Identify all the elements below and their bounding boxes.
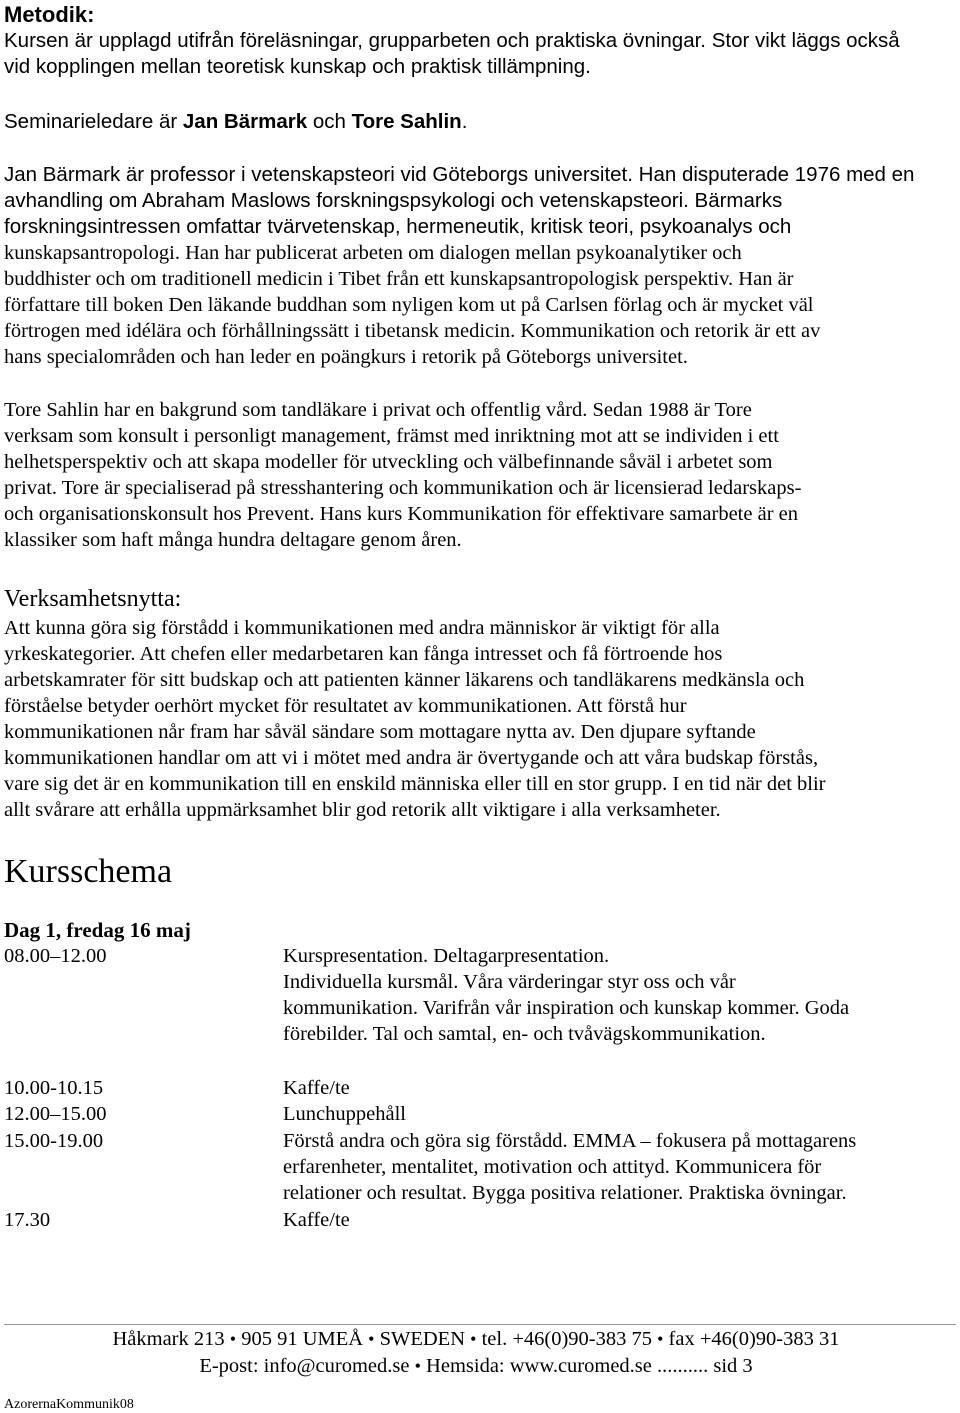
text-line: vid kopplingen mellan teoretisk kunskap och praktisk tillämpning. xyxy=(4,55,591,78)
schedule-time: 15.00-19.00 xyxy=(4,1130,104,1152)
leader-name: Jan Bärmark xyxy=(182,110,308,133)
barmark-bio-paragraph xyxy=(4,162,956,240)
schedule-time: 12.00–15.00 xyxy=(4,1103,107,1125)
metodik-intro-paragraph xyxy=(4,28,956,80)
sahlin-bio-paragraph xyxy=(4,397,956,553)
section-heading-metodik: Metodik: xyxy=(4,2,95,27)
text-line: förståelse betyder oerhört mycket för resultatet av kommunikationen. Att förstå hur xyxy=(4,695,687,717)
footer-phone: tel. +46(0)90-383 75 xyxy=(481,1328,652,1350)
text-line: Kaffe/te xyxy=(283,1209,350,1231)
text-line: Kaffe/te xyxy=(283,1077,350,1099)
bullet-separator: • xyxy=(368,1329,375,1349)
text-line: förtrogen med idélära och förhållningssätt i tibetansk medicin. Kommunikation och retorik är ett av xyxy=(4,320,821,342)
text-line: relationer och resultat. Bygga positiva relationer. Praktiska övningar. xyxy=(283,1182,847,1204)
text-line: erfarenheter, mentalitet, motivation och attityd. Kommunicera för xyxy=(283,1156,822,1178)
seminar-leaders-line xyxy=(4,109,956,135)
text-line: helhetsperspektiv och att skapa modeller för utveckling och välbefinnande såväl i arbetet som xyxy=(4,451,773,473)
text-line: kommunikation. Varifrån vår inspiration och kunskap kommer. Goda xyxy=(283,997,850,1019)
text-line: privat. Tore är specialiserad på stresshantering och kommunikation och är licensierad ledarskaps- xyxy=(4,477,802,499)
footer-divider xyxy=(4,1324,956,1325)
footer-web-line xyxy=(0,1353,952,1379)
text-line: och organisationskonsult hos Prevent. Hans kurs Kommunikation för effektivare samarbete är en xyxy=(4,503,798,525)
text-line: Att kunna göra sig förstådd i kommunikationen med andra människor är viktigt för alla xyxy=(4,617,720,639)
footer-fax: fax +46(0)90-383 31 xyxy=(668,1328,840,1350)
schedule-day-heading: Dag 1, fredag 16 maj xyxy=(4,918,191,942)
bullet-separator: • xyxy=(414,1356,421,1376)
bullet-separator: • xyxy=(657,1329,664,1349)
text-line: kommunikationen når fram har såväl sändare som mottagare nytta av. Den djupare syftande xyxy=(4,721,756,743)
schedule-description xyxy=(283,1128,956,1206)
text-line: hans specialområden och han leder en poängkurs i retorik på Göteborgs universitet. xyxy=(4,346,688,368)
text-line: allt svårare att erhålla uppmärksamhet blir god retorik allt viktigare i alla verksamheter. xyxy=(4,799,721,821)
text-line: arbetskamrater för sitt budskap och att patienten känner läkarens och tandläkarens medkänsla och xyxy=(4,669,805,691)
schedule-time: 08.00–12.00 xyxy=(4,945,107,967)
text-fragment: och xyxy=(307,110,352,133)
bullet-separator: • xyxy=(229,1329,237,1349)
section-heading-verksamhetsnytta: Verksamhetsnytta: xyxy=(4,586,182,612)
bullet-separator: • xyxy=(470,1329,477,1349)
text-line: Tore Sahlin har en bakgrund som tandläkare i privat och offentlig vård. Sedan 1988 är Tore xyxy=(4,399,752,421)
text-line: Individuella kursmål. Våra värderingar styr oss och vår xyxy=(283,971,736,993)
text-line: kunskapsantropologi. Han har publicerat arbeten om dialogen mellan psykoanalytiker och xyxy=(4,242,742,264)
text-line: yrkeskategorier. Att chefen eller medarbetaren kan fånga intresset och få förtroende hos xyxy=(4,643,723,665)
leader-name: Tore Sahlin xyxy=(351,110,462,133)
page-title-kursschema: Kursschema xyxy=(4,853,173,890)
text-line: verksam som konsult i personligt management, främst med inriktning mot att se individen i ett xyxy=(4,425,779,447)
footer-page-number: .......... sid 3 xyxy=(657,1355,753,1377)
footer-contact-line xyxy=(0,1326,952,1352)
text-fragment: . xyxy=(461,110,468,133)
barmark-bio-continued xyxy=(4,240,956,370)
footer-address: Håkmark 213 xyxy=(112,1328,225,1350)
text-line: klassiker som haft många hundra deltagare genom åren. xyxy=(4,529,462,551)
text-line: Förstå andra och göra sig förstådd. EMMA – fokusera på mottagarens xyxy=(283,1130,857,1152)
verksamhet-paragraph xyxy=(4,615,956,823)
text-line: avhandling om Abraham Maslows forskningspsykologi och vetenskapsteori. Bärmarks xyxy=(4,189,783,212)
schedule-time: 17.30 xyxy=(4,1209,51,1231)
text-line: kommunikationen handlar om att vi i mötet med andra är övertygande och att våra budskap förstås, xyxy=(4,747,819,769)
footer-country: SWEDEN xyxy=(379,1328,466,1350)
text-line: författare till boken Den läkande buddhan som nyligen kom ut på Carlsen förlag och är mycket väl xyxy=(4,294,814,316)
document-tag: AzorernaKommunik08 xyxy=(4,1397,134,1412)
text-line: förebilder. Tal och samtal, en- och tvåvägskommunikation. xyxy=(283,1023,766,1045)
schedule-description xyxy=(283,943,956,1047)
text-line: Kurspresentation. Deltagarpresentation. xyxy=(283,945,610,967)
schedule-description xyxy=(283,1101,956,1127)
footer-postcode: 905 91 UMEÅ xyxy=(241,1328,364,1350)
schedule-description xyxy=(283,1075,956,1101)
text-line: Lunchuppehåll xyxy=(283,1103,406,1125)
text-line: vare sig det är en kommunikation till en enskild människa eller till en stor grupp. I en tid när det blir xyxy=(4,773,826,795)
footer-email: E-post: info@curomed.se xyxy=(199,1355,410,1377)
text-line: Kursen är upplagd utifrån föreläsningar, grupparbeten och praktiska övningar. Stor vikt läggs också xyxy=(4,29,900,52)
schedule-description xyxy=(283,1207,956,1233)
schedule-time: 10.00-10.15 xyxy=(4,1077,104,1099)
text-line: Jan Bärmark är professor i vetenskapsteori vid Göteborgs universitet. Han disputerade 1976 med en xyxy=(4,163,915,186)
footer-website: Hemsida: www.curomed.se xyxy=(426,1355,652,1377)
text-line: buddhister och om traditionell medicin i Tibet från ett kunskapsantropologisk perspektiv. Han är xyxy=(4,268,794,290)
text-fragment: Seminarieledare är xyxy=(4,110,183,133)
text-line: forskningsintressen omfattar tvärvetenskap, hermeneutik, kritisk teori, psykoanalys och xyxy=(4,215,792,238)
